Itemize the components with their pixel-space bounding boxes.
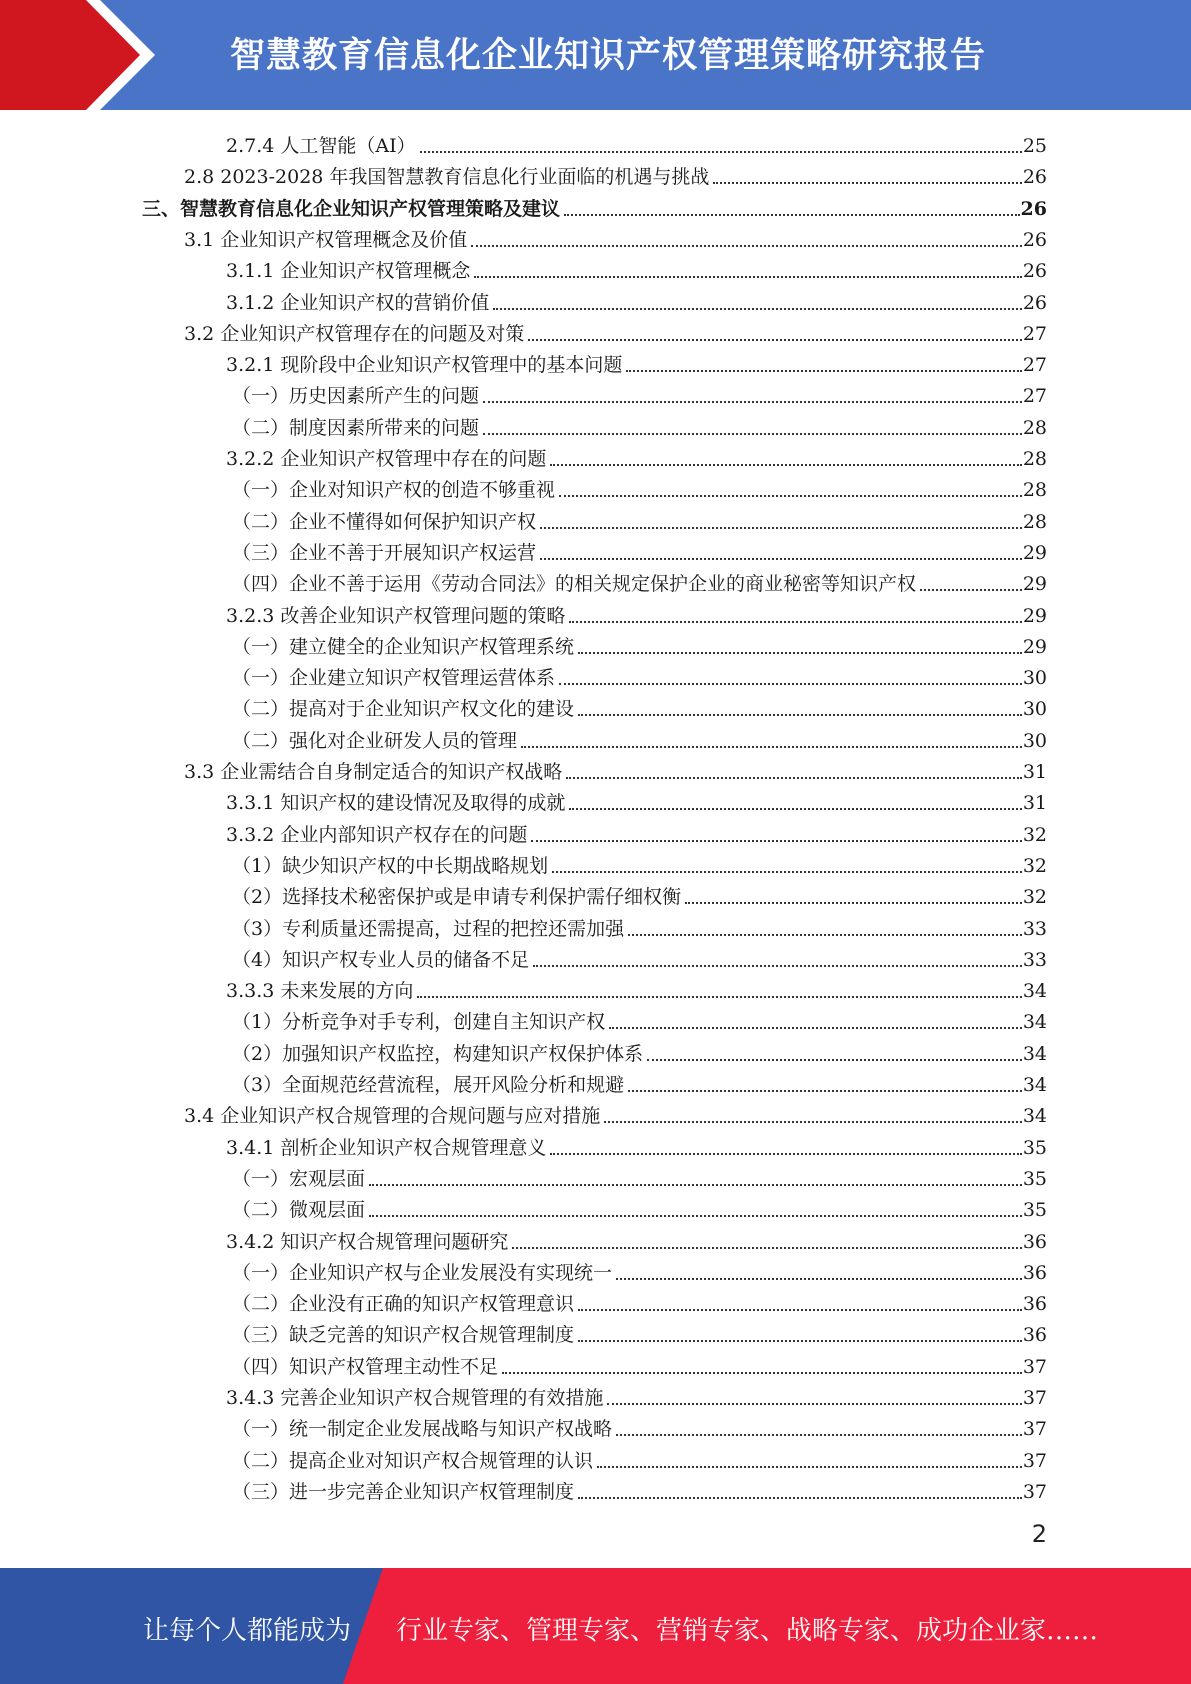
toc-entry[interactable] (232, 503, 1047, 534)
toc-dot-leader (420, 151, 1022, 153)
toc-entry[interactable] (232, 1254, 1047, 1285)
toc-entry-page: 31 (1022, 792, 1047, 815)
toc-dot-leader (685, 902, 1022, 904)
toc-entry[interactable] (232, 878, 1047, 909)
toc-dot-leader (578, 714, 1022, 716)
toc-entry[interactable] (232, 1066, 1047, 1097)
toc-entry[interactable] (232, 377, 1047, 408)
toc-dot-leader (483, 433, 1022, 435)
toc-dot-leader (616, 1278, 1022, 1280)
toc-entry[interactable] (232, 847, 1047, 878)
toc-entry[interactable] (232, 1003, 1047, 1034)
toc-entry-label: （二）微观层面 (232, 1199, 366, 1222)
toc-entry-page: 28 (1022, 448, 1047, 470)
toc-entry-label: （二）制度因素所带来的问题 (232, 416, 480, 439)
toc-entry[interactable] (232, 471, 1047, 502)
toc-entry-page: 34 (1022, 1011, 1047, 1034)
toc-entry-label: （二）提高对于企业知识产权文化的建设 (232, 698, 575, 721)
toc-entry-label: （1）缺少知识产权的中长期战略规划 (232, 854, 549, 877)
toc-dot-leader (493, 308, 1021, 310)
toc-entry-page: 26 (1022, 260, 1047, 283)
toc-entry-page: 26 (1022, 228, 1047, 251)
toc-entry-page: 26 (1022, 166, 1047, 189)
toc-entry-page: 32 (1022, 823, 1047, 846)
toc-entry-label: （四）企业不善于运用《劳动合同法》的相关规定保护企业的商业秘密等知识产权 (232, 573, 917, 596)
toc-entry-label: 3.2 企业知识产权管理存在的问题及对策 (184, 322, 525, 345)
toc-entry-label: （二）企业没有正确的知识产权管理意识 (232, 1293, 575, 1316)
toc-entry-label: （2）选择技术秘密保护或是申请专利保护需仔细权衡 (232, 886, 682, 909)
toc-entry[interactable] (184, 221, 1047, 252)
toc-dot-leader (540, 527, 1022, 529)
toc-dot-leader (713, 182, 1021, 184)
toc-entry-label: 3.2.1 现阶段中企业知识产权管理中的基本问题 (226, 354, 623, 377)
toc-entry-label: （1）分析竞争对手专利，创建自主知识产权 (232, 1011, 606, 1034)
toc-entry-label: 3.4.3 完善企业知识产权合规管理的有效措施 (226, 1387, 604, 1409)
toc-dot-leader (502, 1372, 1022, 1374)
toc-entry-page: 31 (1022, 761, 1047, 783)
toc-dot-leader (550, 464, 1021, 466)
toc-entry-label: （二）企业不懂得如何保护知识产权 (232, 510, 537, 533)
toc-entry-page: 27 (1022, 354, 1047, 377)
toc-dot-leader (604, 1121, 1022, 1123)
toc-entry-label: （三）缺乏完善的知识产权合规管理制度 (232, 1324, 575, 1347)
toc-entry-page: 25 (1022, 135, 1047, 157)
toc-dot-leader (531, 840, 1021, 842)
toc-entry-label: （三）进一步完善企业知识产权管理制度 (232, 1480, 575, 1503)
toc-entry[interactable] (226, 784, 1047, 815)
toc-entry-page: 32 (1022, 854, 1047, 877)
toc-entry-label: （一）统一制定企业发展战略与知识产权战略 (232, 1418, 613, 1441)
toc-entry[interactable] (226, 972, 1047, 1003)
toc-dot-leader (607, 1403, 1021, 1405)
toc-entry-page: 28 (1022, 416, 1047, 439)
toc-entry-label: 三、智慧教育信息化企业知识产权管理策略及建议 (142, 197, 561, 220)
toc-dot-leader (550, 1153, 1021, 1155)
toc-entry-label: （四）知识产权管理主动性不足 (232, 1355, 499, 1378)
toc-entry-page: 32 (1022, 886, 1047, 909)
toc-dot-leader (569, 808, 1021, 810)
toc-entry-page: 28 (1022, 510, 1047, 533)
toc-entry-label: （一）宏观层面 (232, 1167, 366, 1190)
footer-slogan-left: 让每个人都能成为 (143, 1616, 352, 1646)
toc-entry-label: （4）知识产权专业人员的储备不足 (232, 948, 530, 971)
toc-dot-leader (369, 1184, 1022, 1186)
toc-dot-leader (578, 1340, 1022, 1342)
toc-entry-label: （一）企业知识产权与企业发展没有实现统一 (232, 1261, 613, 1284)
toc-entry[interactable] (232, 690, 1047, 721)
page-header (0, 0, 1191, 110)
toc-entry-page: 36 (1022, 1293, 1047, 1316)
toc-entry-page: 37 (1022, 1418, 1047, 1441)
toc-dot-leader (920, 589, 1022, 591)
toc-entry-page: 34 (1022, 1074, 1047, 1096)
toc-entry-label: （一）建立健全的企业知识产权管理系统 (232, 635, 575, 658)
toc-entry[interactable] (226, 1223, 1047, 1254)
toc-entry-page: 37 (1022, 1449, 1047, 1472)
toc-entry-label: 3.2.3 改善企业知识产权管理问题的策略 (226, 604, 566, 627)
toc-entry[interactable] (142, 190, 1047, 221)
toc-entry-label: 3.1.2 企业知识产权的营销价值 (226, 291, 490, 314)
toc-entry[interactable] (232, 722, 1047, 753)
toc-entry-page: 35 (1022, 1167, 1047, 1190)
toc-entry-label: 3.4.2 知识产权合规管理问题研究 (226, 1230, 509, 1253)
toc-entry-label: （3）全面规范经营流程，展开风险分析和规避 (232, 1074, 625, 1096)
toc-entry-page: 27 (1022, 322, 1047, 345)
toc-entry-page: 35 (1022, 1136, 1047, 1159)
toc-entry-label: （一）企业建立知识产权管理运营体系 (232, 667, 556, 690)
toc-entry[interactable] (226, 127, 1047, 158)
toc-entry[interactable] (226, 284, 1047, 315)
toc-entry[interactable] (232, 1473, 1047, 1504)
toc-entry[interactable] (232, 565, 1047, 596)
toc-dot-leader (578, 652, 1022, 654)
toc-entry-page: 34 (1022, 980, 1047, 1003)
toc-entry[interactable] (226, 252, 1047, 283)
toc-dot-leader (628, 934, 1022, 936)
toc-dot-leader (559, 495, 1022, 497)
toc-entry-page: 35 (1022, 1199, 1047, 1222)
toc-entry-page: 37 (1022, 1355, 1047, 1378)
toc-dot-leader (483, 401, 1022, 403)
toc-dot-leader (533, 965, 1022, 967)
toc-entry-page: 36 (1022, 1324, 1047, 1347)
toc-dot-leader (628, 1090, 1022, 1092)
toc-entry[interactable] (226, 1379, 1047, 1410)
toc-entry-page: 37 (1022, 1387, 1047, 1409)
toc-dot-leader (512, 1247, 1021, 1249)
toc-entry-label: （三）企业不善于开展知识产权运营 (232, 541, 537, 564)
toc-entry-label: 3.2.2 企业知识产权管理中存在的问题 (226, 448, 547, 470)
toc-entry[interactable] (184, 315, 1047, 346)
toc-entry[interactable] (232, 910, 1047, 941)
toc-dot-leader (369, 1215, 1022, 1217)
toc-entry-label: 3.3 企业需结合自身制定适合的知识产权战略 (184, 761, 563, 783)
toc-dot-leader (471, 245, 1022, 247)
toc-entry[interactable] (226, 440, 1047, 471)
toc-entry-label: （二）提高企业对知识产权合规管理的认识 (232, 1449, 594, 1472)
toc-entry-page: 26 (1022, 291, 1047, 314)
toc-entry-page: 33 (1022, 948, 1047, 971)
toc-dot-leader (564, 214, 1020, 216)
toc-entry-page: 37 (1022, 1480, 1047, 1503)
toc-entry-page: 36 (1022, 1261, 1047, 1284)
toc-entry-label: （一）企业对知识产权的创造不够重视 (232, 479, 556, 502)
toc-entry[interactable] (232, 1160, 1047, 1191)
footer-slogan-right: 行业专家、管理专家、营销专家、战略专家、成功企业家…… (396, 1616, 1099, 1646)
toc-entry-page: 34 (1022, 1105, 1047, 1128)
toc-entry[interactable] (232, 534, 1047, 565)
toc-entry[interactable] (232, 941, 1047, 972)
toc-dot-leader (626, 370, 1021, 372)
page-footer (0, 1568, 1191, 1684)
toc-entry-label: 3.4.1 剖析企业知识产权合规管理意义 (226, 1136, 547, 1159)
toc-entry-page: 36 (1022, 1230, 1047, 1253)
page-number: 2 (1031, 1520, 1047, 1548)
toc-entry[interactable] (232, 1035, 1047, 1066)
toc-entry-label: （3）专利质量还需提高，过程的把控还需加强 (232, 917, 625, 940)
toc-entry-label: （一）历史因素所产生的问题 (232, 385, 480, 408)
toc-entry[interactable] (232, 1191, 1047, 1222)
toc-entry[interactable] (184, 158, 1047, 189)
toc-dot-leader (609, 1027, 1022, 1029)
toc-entry[interactable] (226, 816, 1047, 847)
toc-dot-leader (528, 339, 1022, 341)
toc-dot-leader (647, 1059, 1022, 1061)
toc-entry[interactable] (232, 659, 1047, 690)
toc-entry-page: 26 (1020, 197, 1047, 220)
toc-entry-label: 3.3.2 企业内部知识产权存在的问题 (226, 823, 528, 846)
toc-entry-page: 30 (1022, 698, 1047, 721)
toc-dot-leader (417, 996, 1021, 998)
toc-entry-page: 28 (1022, 479, 1047, 502)
toc-entry-page: 34 (1022, 1042, 1047, 1065)
toc-entry[interactable] (184, 753, 1047, 784)
toc-dot-leader (552, 871, 1022, 873)
toc-entry[interactable] (232, 1348, 1047, 1379)
toc-entry-page: 29 (1022, 573, 1047, 596)
toc-dot-leader (559, 683, 1022, 685)
toc-dot-leader (616, 1434, 1022, 1436)
toc-entry[interactable] (232, 1442, 1047, 1473)
toc-entry-page: 30 (1022, 667, 1047, 690)
toc-dot-leader (578, 1497, 1022, 1499)
toc-entry-label: 3.4 企业知识产权合规管理的合规问题与应对措施 (184, 1105, 601, 1128)
report-title: 智慧教育信息化企业知识产权管理策略研究报告 (230, 36, 987, 76)
toc-entry[interactable] (226, 1129, 1047, 1160)
toc-dot-leader (597, 1466, 1022, 1468)
toc-dot-leader (521, 746, 1022, 748)
toc-entry-label: 2.8 2023-2028 年我国智慧教育信息化行业面临的机遇与挑战 (184, 166, 710, 189)
toc-entry-label: 2.7.4 人工智能（AI） (226, 135, 416, 157)
toc-entry[interactable] (232, 1410, 1047, 1441)
toc-dot-leader (566, 777, 1022, 779)
toc-dot-leader (540, 558, 1022, 560)
toc-entry-page: 29 (1022, 635, 1047, 658)
toc-entry[interactable] (184, 1097, 1047, 1128)
toc-entry-label: 3.1.1 企业知识产权管理概念 (226, 260, 471, 283)
toc-entry[interactable] (226, 346, 1047, 377)
toc-entry-page: 30 (1022, 729, 1047, 752)
toc-dot-leader (578, 1309, 1022, 1311)
toc-entry[interactable] (226, 597, 1047, 628)
toc-entry-label: 3.3.3 未来发展的方向 (226, 980, 414, 1003)
toc-entry[interactable] (232, 628, 1047, 659)
toc-dot-leader (569, 621, 1021, 623)
toc-entry[interactable] (232, 1316, 1047, 1347)
toc-entry-page: 27 (1022, 385, 1047, 408)
toc-dot-leader (474, 276, 1021, 278)
toc-entry[interactable] (232, 1285, 1047, 1316)
toc-entry[interactable] (232, 409, 1047, 440)
toc-entry-page: 29 (1022, 604, 1047, 627)
toc-entry-page: 29 (1022, 541, 1047, 564)
toc-entry-label: 3.3.1 知识产权的建设情况及取得的成就 (226, 792, 566, 815)
toc-entry-label: （2）加强知识产权监控，构建知识产权保护体系 (232, 1042, 644, 1065)
toc-entry-label: （二）强化对企业研发人员的管理 (232, 729, 518, 752)
toc-entry-page: 33 (1022, 917, 1047, 940)
toc-entry-label: 3.1 企业知识产权管理概念及价值 (184, 228, 468, 251)
